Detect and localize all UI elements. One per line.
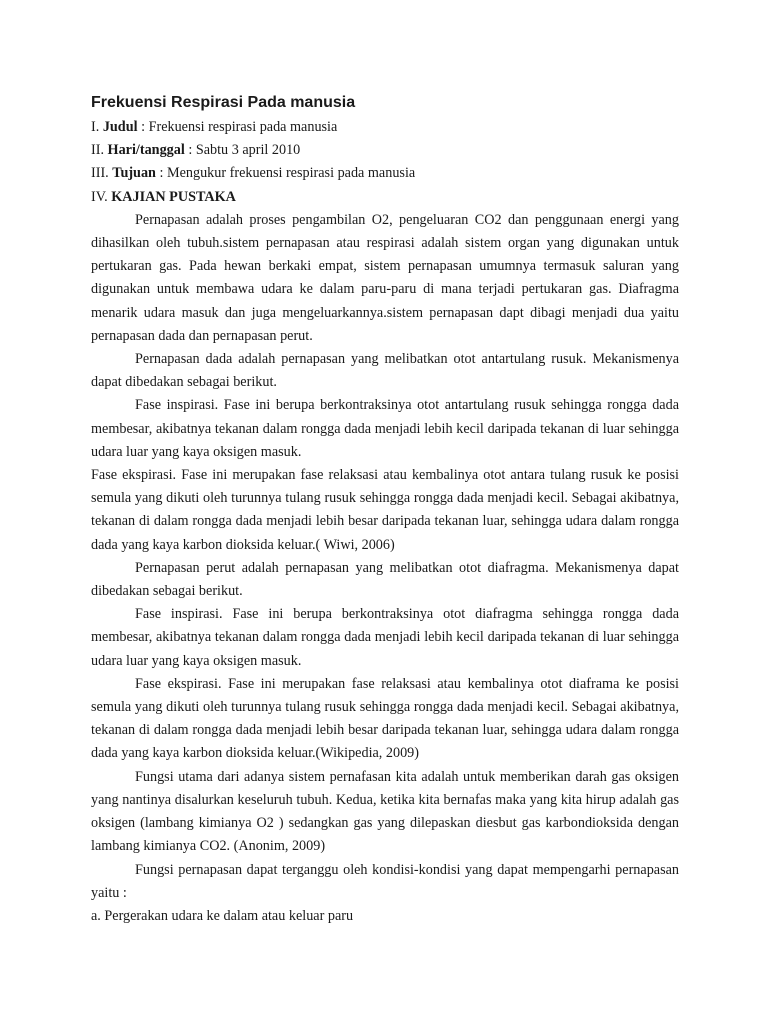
meta-value: : Mengukur frekuensi respirasi pada manusia	[155, 165, 416, 182]
meta-value: : Frekuensi respirasi pada manusia	[137, 119, 338, 135]
section-heading-kajian-pustaka	[91, 186, 679, 209]
paragraph: Fase inspirasi. Fase ini berupa berkontraksinya otot antartulang rusuk sehingga rongga dada membesar, akibatnya tekanan dalam rongga dada menjadi lebih kecil daripada tekanan di luar sehingga udara luar yang kaya oksigen masuk.	[91, 397, 679, 460]
meta-number: III.	[91, 165, 109, 182]
paragraph: Fase inspirasi. Fase ini berupa berkontraksinya otot diafragma sehingga rongga dada membesar, akibatnya tekanan dalam rongga dada menjadi lebih kecil daripada tekanan di luar sehingga udara luar yang kaya oksigen masuk.	[91, 606, 679, 669]
meta-label: Hari/tanggal	[107, 142, 185, 159]
meta-line-hari-tanggal	[91, 139, 679, 162]
paragraph: Fase ekspirasi. Fase ini merupakan fase relaksasi atau kembalinya otot antara tulang rusuk ke posisi semula yang dikuti oleh turunnya tulang rusuk sehingga rongga dada menjadi kecil. Sebagai akibatnya, tekanan di dalam rongga dada menjadi lebih besar daripada tekanan luar, sehingga udara dalam rongga dada yang kaya karbon dioksida keluar.( Wiwi, 2006)	[91, 467, 679, 553]
paragraph: Pernapasan dada adalah pernapasan yang melibatkan otot antartulang rusuk. Mekanismenya dapat dibedakan sebagai berikut.	[91, 351, 679, 391]
paragraph: Fungsi pernapasan dapat terganggu oleh kondisi-kondisi yang dapat mempengarhi pernapasan yaitu :	[91, 861, 679, 901]
document-body	[91, 93, 679, 928]
meta-line-tujuan	[91, 162, 679, 185]
document-title: Frekuensi Respirasi Pada manusia	[91, 94, 356, 111]
meta-number: I.	[91, 119, 100, 135]
meta-number: II.	[91, 142, 104, 159]
paragraph: Pernapasan perut adalah pernapasan yang melibatkan otot diafragma. Mekanismenya dapat dibedakan sebagai berikut.	[91, 559, 679, 600]
meta-line-judul	[91, 116, 679, 139]
meta-label: Tujuan	[112, 165, 156, 182]
meta-value: : Sabtu 3 april 2010	[184, 142, 301, 159]
paragraph: Fungsi utama dari adanya sistem pernafasan kita adalah untuk memberikan darah gas oksigen yang nantinya disalurkan keseluruh tubuh. Kedua, ketika kita bernafas maka yang kita hirup adalah gas oksigen (lambang kimianya O2 ) sedangkan gas yang dilepaskan diesbut gas karbondioksida dengan lambang kimianya CO2. (Anonim, 2009)	[91, 768, 679, 855]
paragraph: Fase ekspirasi. Fase ini merupakan fase relaksasi atau kembalinya otot diaframa ke posisi semula yang dikuti oleh turunnya tulang rusuk sehingga rongga dada menjadi kecil. Sebagai akibatnya, tekanan di dalam rongga dada menjadi lebih besar daripada tekanan luar, sehingga udara dalam rongga dada yang kaya karbon dioksida keluar.(Wikipedia, 2009)	[91, 675, 679, 762]
section-heading-label: KAJIAN PUSTAKA	[111, 188, 236, 205]
meta-label: Judul	[102, 119, 138, 135]
meta-number: IV.	[91, 188, 108, 205]
paragraph: Pernapasan adalah proses pengambilan O2, pengeluaran CO2 dan penggunaan energi yang dihasilkan oleh tubuh.sistem pernapasan atau respirasi adalah sistem organ yang digunakan untuk pertukaran gas. Pada hewan berkaki empat, sistem pernapasan umumnya termasuk saluran yang digunakan untuk membawa udara ke dalam paru-paru di mana terjadi pertukaran gas. Diafragma menarik udara masuk dan juga mengeluarkannya.sistem pernapasan dapt dibagi menjadi dua yaitu pernapasan dada dan pernapasan perut.	[91, 211, 679, 344]
list-item: a. Pergerakan udara ke dalam atau keluar paru	[91, 907, 354, 924]
